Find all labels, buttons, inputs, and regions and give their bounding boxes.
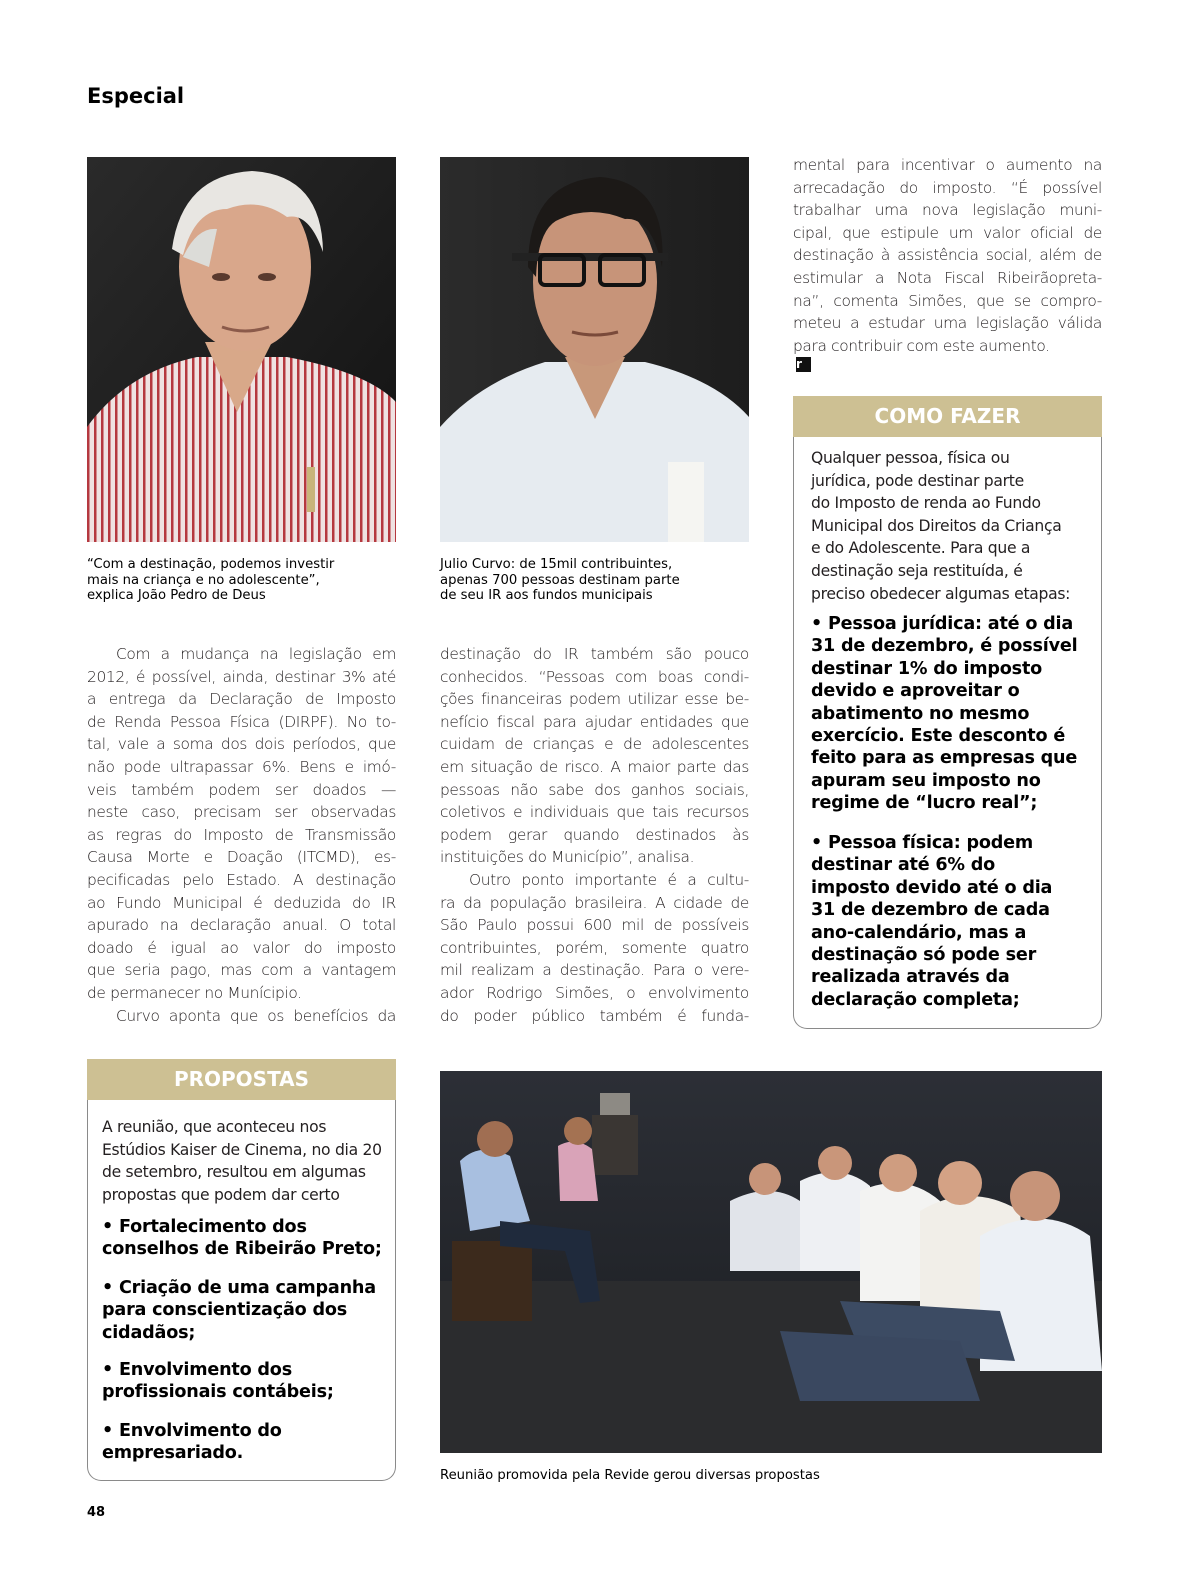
intro-line: Municipal dos Direitos da Criança	[811, 516, 1062, 535]
bullet-line: profissionais contábeis;	[102, 1382, 334, 1403]
text-line: veis também podem ser doados —	[87, 780, 396, 799]
text-line: pecificadas pelo Estado. A destinação	[87, 870, 396, 889]
intro-line: propostas que podem dar certo	[102, 1185, 340, 1204]
text-line: que seria pago, mas com a vantagem	[87, 961, 396, 980]
text-line: estimular a Nota Fiscal Ribeirãopreta-	[793, 268, 1102, 287]
end-of-article-mark: r	[796, 357, 811, 372]
bullet-line: • Envolvimento dos	[102, 1360, 292, 1380]
text-line: cuidam de crianças e de adolescentes	[440, 735, 749, 754]
text-line: Outro ponto importante é a cultu-	[469, 870, 749, 889]
bullet-line: • Pessoa jurídica: até o dia	[811, 614, 1074, 634]
text-line: cipal, que estipule um valor oficial de	[793, 223, 1102, 242]
caption-line: Julio Curvo: de 15mil contribuintes,	[440, 557, 673, 572]
bullet-line: declaração completa;	[811, 989, 1020, 1010]
caption-line: mais na criança e no adolescente”,	[87, 572, 320, 588]
text-line: coletivos e individuais que tais recursos	[440, 803, 749, 822]
text-line: Causa Morte e Doação (ITCMD), es-	[87, 848, 396, 867]
text-line: de Renda Pessoa Física (DIRPF). No to-	[87, 712, 396, 731]
portrait-photo-joao-pedro	[87, 157, 396, 542]
text-line: podem gerar quando destinados às	[440, 825, 749, 844]
photo1-caption	[87, 557, 334, 604]
caption-line: “Com a destinação, podemos investir	[87, 557, 335, 572]
group-photo-caption	[440, 1468, 820, 1484]
bullet-line: regime de “lucro real”;	[811, 793, 1038, 814]
text-line: destinação à assistência social, além de	[793, 246, 1102, 265]
bullet-line: imposto devido até o dia	[811, 877, 1053, 898]
bullet-line: para conscientização dos	[102, 1300, 347, 1321]
como-fazer-box	[793, 437, 1102, 1029]
intro-line: A reunião, que aconteceu nos	[102, 1118, 327, 1136]
article-column-3	[793, 154, 1102, 372]
text-line: destinação do IR também são pouco	[440, 645, 749, 663]
text-line: Curvo aponta que os benefícios da	[116, 1006, 396, 1025]
photo2-caption	[440, 557, 680, 604]
bullet-line: feito para as empresas que	[811, 748, 1078, 769]
text-line-last	[793, 335, 1102, 373]
proposta-item	[102, 1359, 334, 1404]
bullet-line: destinar até 6% do	[811, 855, 996, 876]
bullet-line: realizada através da	[811, 967, 1010, 988]
intro-line: do Imposto de renda ao Fundo	[811, 494, 1041, 513]
bullet-line: • Fortalecimento dos	[102, 1217, 307, 1237]
bullet-line: • Criação de uma campanha	[102, 1278, 376, 1298]
bullet-line: conselhos de Ribeirão Preto;	[102, 1239, 382, 1260]
caption-line: explica João Pedro de Deus	[87, 588, 266, 603]
text-line: trabalhar uma nova legislação muni-	[793, 201, 1102, 220]
bullet-line: ano-calendário, mas a	[811, 922, 1027, 943]
proposta-item	[102, 1277, 376, 1344]
como-fazer-bullet-pessoa-juridica	[811, 613, 1077, 815]
text-line: na”, comenta Simões, que se compro-	[793, 291, 1102, 310]
section-label: Especial	[87, 84, 185, 108]
text-line: ao Fundo Municipal é deduzida do IR	[87, 893, 396, 912]
text-line: Com a mudança na legislação em	[116, 645, 396, 663]
text-line: neste caso, precisam ser observadas	[87, 803, 396, 822]
meeting-group-photo	[440, 1071, 1102, 1453]
text-line: para contribuir com este aumento.	[793, 336, 1050, 355]
intro-line: preciso obedecer algumas etapas:	[811, 584, 1071, 603]
portrait-photo-julio-curvo	[440, 157, 749, 542]
intro-line: de setembro, resultou em algumas	[102, 1163, 366, 1182]
bullet-line: 31 de dezembro, é possível	[811, 636, 1078, 657]
text-line: as regras do Imposto de Transmissão	[87, 825, 396, 844]
text-line: de permanecer no Munícipio.	[87, 983, 302, 1002]
bullet-line: • Envolvimento do	[102, 1421, 282, 1441]
text-line: instituições do Município”, analisa.	[440, 848, 695, 867]
caption-line: Reunião promovida pela Revide gerou diversas propostas	[440, 1468, 820, 1483]
caption-line: apenas 700 pessoas destinam parte	[440, 572, 680, 588]
text-line: mil realizam a destinação. Para o vere-	[440, 961, 749, 980]
bullet-line: 31 de dezembro de cada	[811, 900, 1050, 921]
text-line: meteu a estudar uma legislação válida	[793, 314, 1102, 333]
article-column-1	[87, 643, 396, 1027]
text-line: ções financeiras podem utilizar esse be-	[440, 690, 749, 709]
bullet-line: empresariado.	[102, 1443, 244, 1464]
text-line: contribuintes, porém, somente quatro	[440, 938, 749, 957]
text-line: conhecidos. “Pessoas com boas condi-	[440, 667, 749, 686]
bullet-line: destinar 1% do imposto	[811, 658, 1043, 679]
text-line: não pode ultrapassar 6%. Bens e imó-	[87, 757, 396, 776]
text-line: apurado na declaração anual. O total	[87, 916, 396, 935]
text-line: ador Rodrigo Simões, o envolvimento	[440, 983, 749, 1002]
bullet-line: cidadãos;	[102, 1322, 196, 1343]
propostas-box	[87, 1100, 396, 1481]
text-line: mental para incentivar o aumento na	[793, 156, 1102, 174]
propostas-header: PROPOSTAS	[87, 1059, 396, 1100]
intro-line: Estúdios Kaiser de Cinema, no dia 20	[102, 1140, 382, 1159]
intro-line: jurídica, pode destinar parte	[811, 471, 1024, 490]
text-line: pessoas não sabe dos ganhos sociais,	[440, 780, 749, 799]
bullet-line: destinação só pode ser	[811, 945, 1037, 966]
bullet-line: exercício. Este desconto é	[811, 726, 1066, 747]
text-line: em situação de risco. A maior parte das	[440, 757, 749, 776]
text-line: 2012, é possível, ainda, destinar 3% até	[87, 667, 396, 686]
caption-line: de seu IR aos fundos municipais	[440, 588, 653, 603]
proposta-item	[102, 1420, 282, 1465]
intro-line: e do Adolescente. Para que a	[811, 539, 1031, 558]
intro-line: Qualquer pessoa, física ou	[811, 449, 1010, 467]
text-line: do poder público também é funda-	[440, 1006, 749, 1025]
text-line: a entrega da Declaração de Imposto	[87, 690, 396, 709]
como-fazer-header: COMO FAZER	[793, 396, 1102, 437]
text-line: nefício fiscal para ajudar entidades que	[440, 712, 749, 731]
propostas-intro	[102, 1116, 382, 1206]
text-line: arrecadação do imposto. “É possível	[793, 178, 1102, 197]
text-line: São Paulo possui 600 mil de possíveis	[440, 916, 749, 935]
como-fazer-bullet-pessoa-fisica	[811, 832, 1052, 1011]
como-fazer-intro	[811, 447, 1070, 605]
bullet-line: abatimento no mesmo	[811, 703, 1030, 724]
text-line: doado é igual ao valor do imposto	[87, 938, 396, 957]
text-line: tal, vale a soma dos dois períodos, que	[87, 735, 396, 754]
bullet-line: apuram seu imposto no	[811, 770, 1041, 791]
intro-line: destinação seja restituída, é	[811, 561, 1023, 580]
text-line: ra da população brasileira. A cidade de	[440, 893, 749, 912]
proposta-item	[102, 1216, 382, 1261]
bullet-line: devido e aproveitar o	[811, 681, 1020, 702]
bullet-line: • Pessoa física: podem	[811, 833, 1034, 853]
article-column-2	[440, 643, 749, 1027]
page-number: 48	[87, 1505, 106, 1520]
